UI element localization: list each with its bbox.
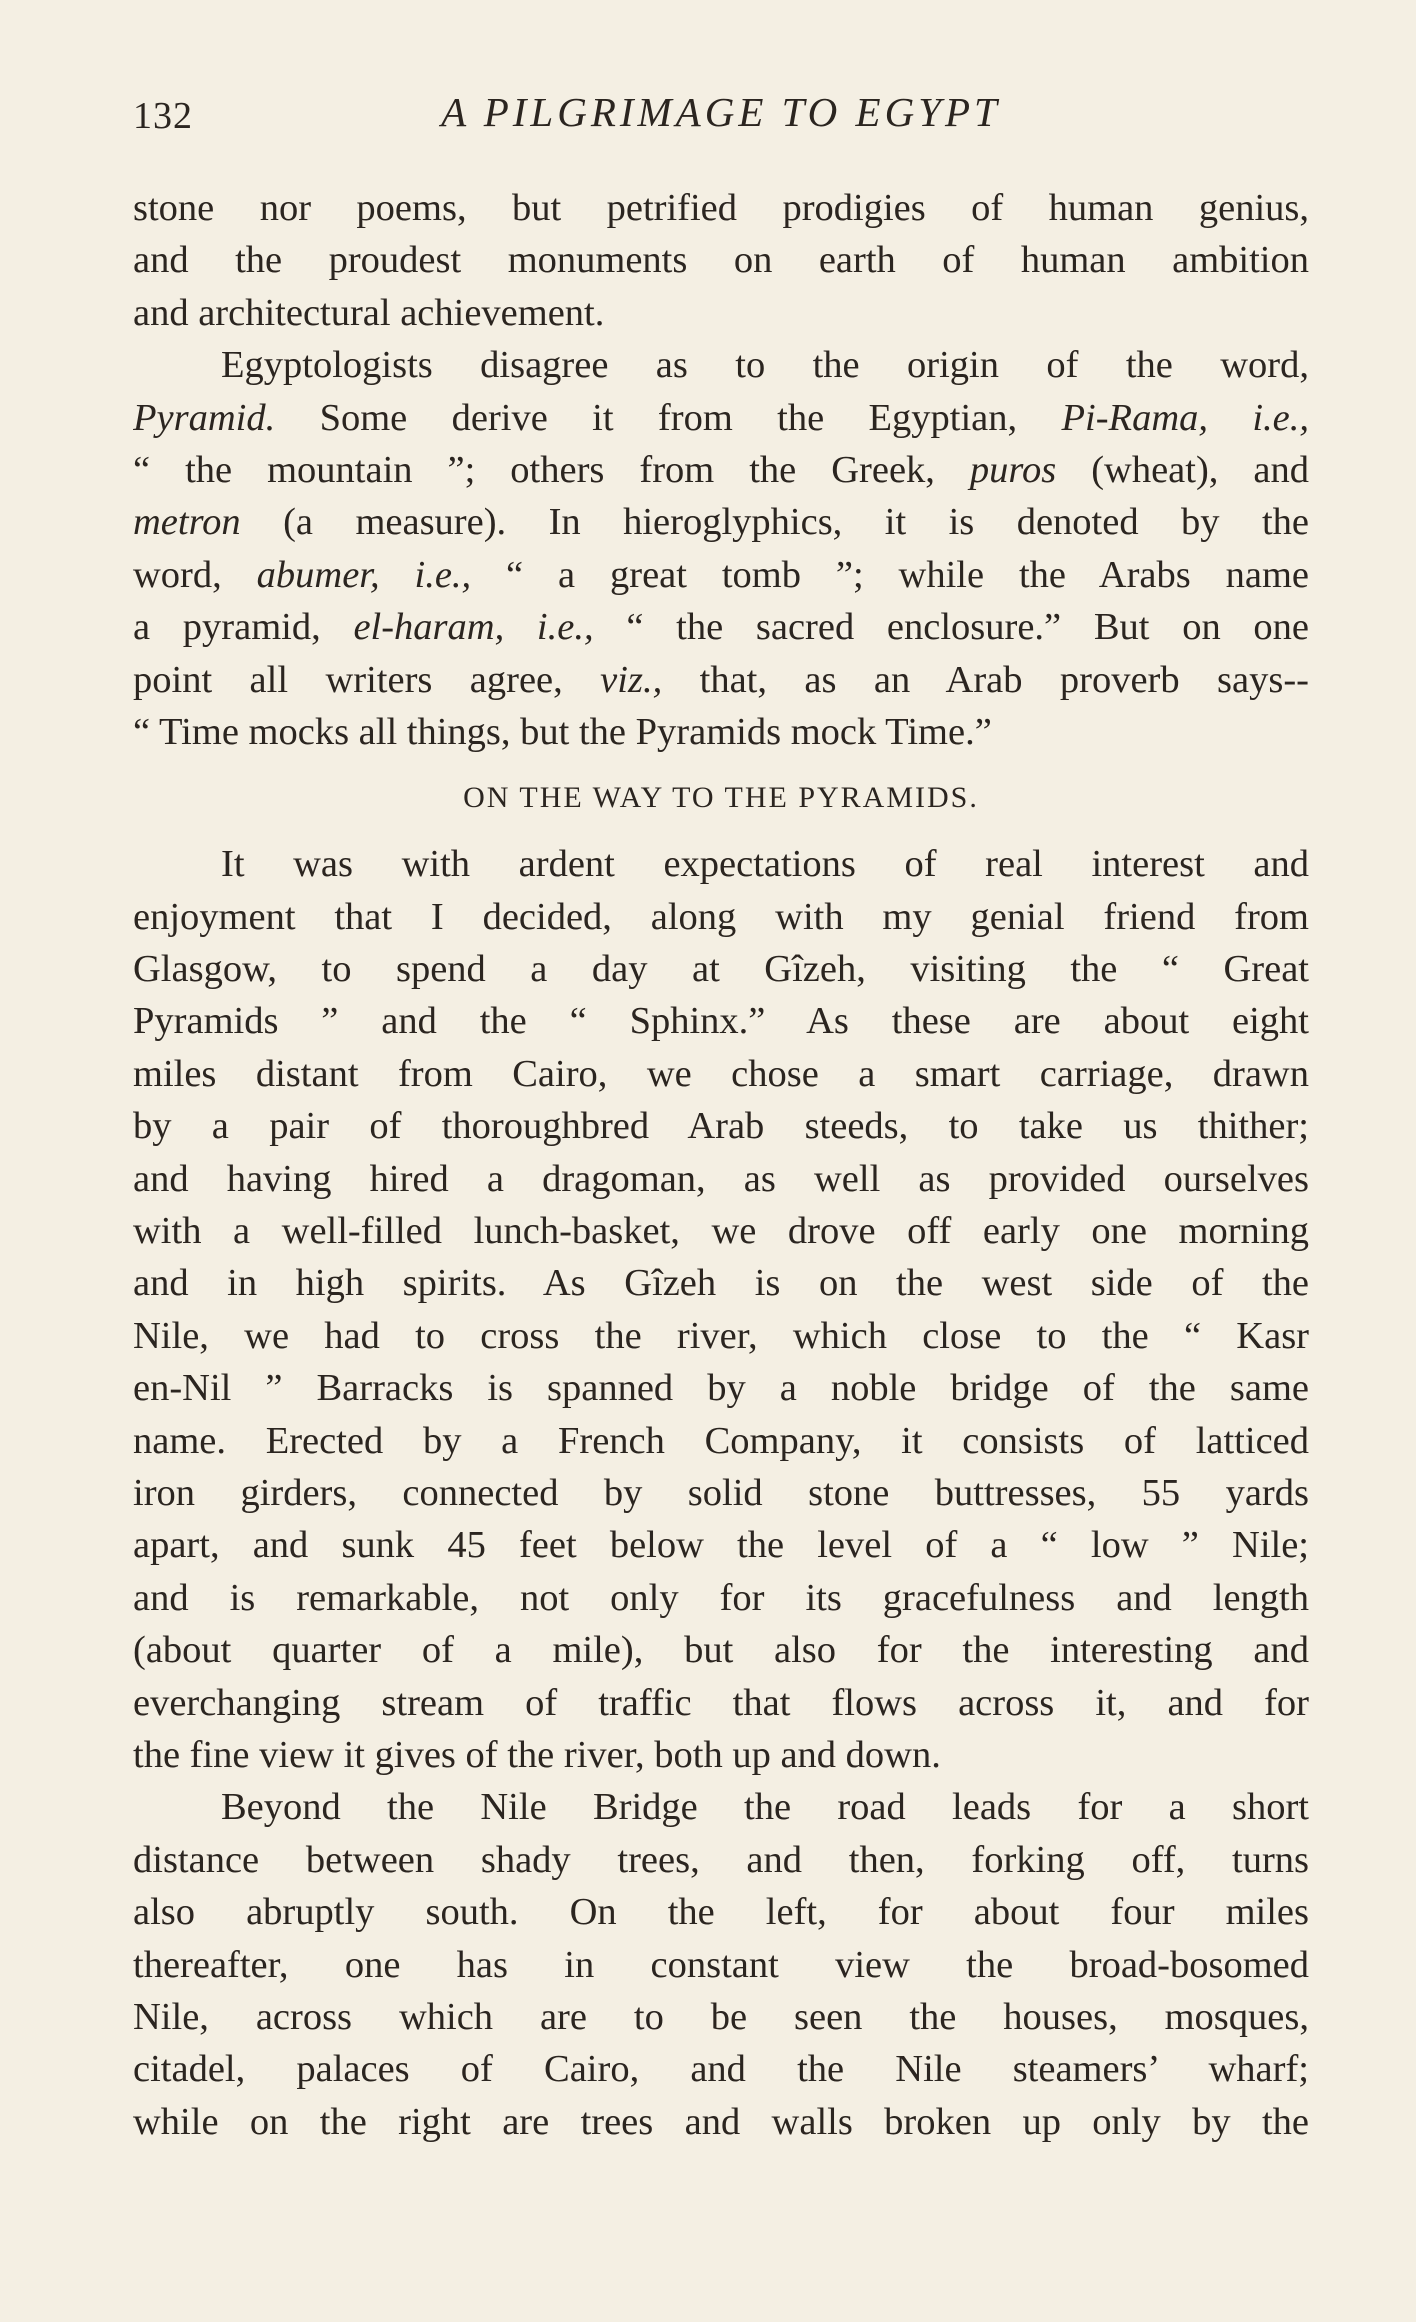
text-segment: and is remarkable, not only for its gracefulness and length (133, 1576, 1309, 1619)
text-segment: and architectural achievement. (133, 291, 605, 334)
text-segment: everchanging stream of traffic that flows across it, and for (133, 1681, 1309, 1724)
paragraphs-before-heading (133, 182, 1309, 758)
text-line (133, 891, 1309, 943)
text-segment: Nile, we had to cross the river, which close to the “ Kasr (133, 1314, 1309, 1357)
paragraphs-after-heading (133, 838, 1309, 2148)
text-segment: by a pair of thoroughbred Arab steeds, to take us thither; (133, 1105, 1309, 1148)
text-line (133, 706, 1309, 758)
italic-text: el-haram, i.e., (353, 606, 594, 649)
text-line (133, 1677, 1309, 1729)
text-segment: “ the mountain ”; others from the Greek, (133, 448, 970, 491)
text-line (133, 1048, 1309, 1100)
text-segment: while on the right are trees and walls broken up only by the (133, 2100, 1309, 2143)
text-segment: Some derive it from the Egyptian, (275, 396, 1062, 439)
text-line (133, 1415, 1309, 1467)
text-line (133, 1257, 1309, 1309)
italic-text: metron (133, 501, 241, 544)
running-head (133, 88, 1309, 148)
text-segment: iron girders, connected by solid stone buttresses, 55 yards (133, 1471, 1309, 1514)
text-line (133, 1153, 1309, 1205)
text-line (133, 995, 1309, 1047)
text-line (133, 287, 1309, 339)
text-segment: Pyramids ” and the “ Sphinx.” As these are about eight (133, 1000, 1309, 1043)
text-segment: It was with ardent expectations of real interest and (221, 843, 1309, 886)
text-segment: a pyramid, (133, 606, 354, 649)
text-segment: name. Erected by a French Company, it consists of latticed (133, 1419, 1309, 1462)
text-segment: also abruptly south. On the left, for about four miles (133, 1891, 1309, 1934)
italic-text: viz., (600, 658, 663, 701)
text-line (133, 1781, 1309, 1833)
text-segment: “ Time mocks all things, but the Pyramids mock Time.” (133, 710, 992, 753)
text-segment: and having hired a dragoman, as well as provided ourselves (133, 1157, 1309, 1200)
text-segment: and the proudest monuments on earth of human ambition (133, 239, 1309, 282)
page-number: 132 (133, 95, 193, 137)
text-segment: that, as an Arab proverb says-- (662, 658, 1309, 701)
text-line (133, 182, 1309, 234)
text-line (133, 1310, 1309, 1362)
italic-text: Pyramid. (133, 396, 276, 439)
running-title: A PILGRIMAGE TO EGYPT (441, 89, 1001, 135)
italic-text: puros (969, 448, 1057, 491)
text-segment: (wheat), and (1056, 448, 1309, 491)
text-segment: the fine view it gives of the river, both up and down. (133, 1733, 941, 1776)
text-line (133, 1467, 1309, 1519)
text-segment: citadel, palaces of Cairo, and the Nile steamers’ wharf; (133, 2048, 1309, 2091)
text-line (133, 1939, 1309, 1991)
text-line (133, 601, 1309, 653)
text-line (133, 392, 1309, 444)
text-line (133, 444, 1309, 496)
text-segment: apart, and sunk 45 feet below the level of a “ low ” Nile; (133, 1524, 1309, 1567)
text-segment: en-Nil ” Barracks is spanned by a noble bridge of the same (133, 1367, 1309, 1410)
text-segment: Nile, across which are to be seen the houses, mosques, (133, 1995, 1309, 2038)
text-line (133, 496, 1309, 548)
text-line (133, 1624, 1309, 1676)
text-segment: (about quarter of a mile), but also for the interesting and (133, 1629, 1309, 1672)
text-line (133, 234, 1309, 286)
text-segment: (a measure). In hieroglyphics, it is denoted by the (240, 501, 1309, 544)
text-segment: Glasgow, to spend a day at Gîzeh, visiting the “ Great (133, 948, 1309, 991)
text-segment: stone nor poems, but petrified prodigies of human genius, (133, 187, 1309, 229)
text-segment: Beyond the Nile Bridge the road leads for a short (221, 1786, 1309, 1829)
text-line (133, 1991, 1309, 2043)
text-line (133, 1205, 1309, 1257)
italic-text: Pi-Rama, i.e., (1061, 396, 1309, 439)
text-segment: “ a great tomb ”; while the Arabs name (471, 553, 1309, 596)
text-line (133, 943, 1309, 995)
text-line (133, 654, 1309, 706)
text-segment: point all writers agree, (133, 658, 601, 701)
text-segment: enjoyment that I decided, along with my genial friend from (133, 895, 1309, 938)
text-line (133, 1362, 1309, 1414)
text-line (133, 1572, 1309, 1624)
text-segment: thereafter, one has in constant view the broad-bosomed (133, 1943, 1309, 1986)
text-line (133, 1834, 1309, 1886)
text-segment: miles distant from Cairo, we chose a smart carriage, drawn (133, 1052, 1309, 1095)
text-segment: with a well-filled lunch-basket, we drove off early one morning (133, 1210, 1309, 1253)
text-line (133, 1519, 1309, 1571)
text-segment: distance between shady trees, and then, forking off, turns (133, 1838, 1309, 1881)
text-line (133, 2096, 1309, 2148)
text-line (133, 1729, 1309, 1781)
text-segment: word, (133, 553, 257, 596)
section-heading: ON THE WAY TO THE PYRAMIDS. (463, 781, 979, 815)
italic-text: abumer, i.e., (256, 553, 472, 596)
text-line (133, 2043, 1309, 2095)
text-line (133, 838, 1309, 890)
text-line (133, 339, 1309, 391)
text-segment: Egyptologists disagree as to the origin of the word, (221, 344, 1309, 387)
text-line (133, 1100, 1309, 1152)
text-line (133, 549, 1309, 601)
text-segment: and in high spirits. As Gîzeh is on the west side of the (133, 1262, 1309, 1305)
text-line (133, 1886, 1309, 1938)
body-text (133, 182, 1309, 2148)
text-segment: “ the sacred enclosure.” But on one (593, 606, 1309, 649)
